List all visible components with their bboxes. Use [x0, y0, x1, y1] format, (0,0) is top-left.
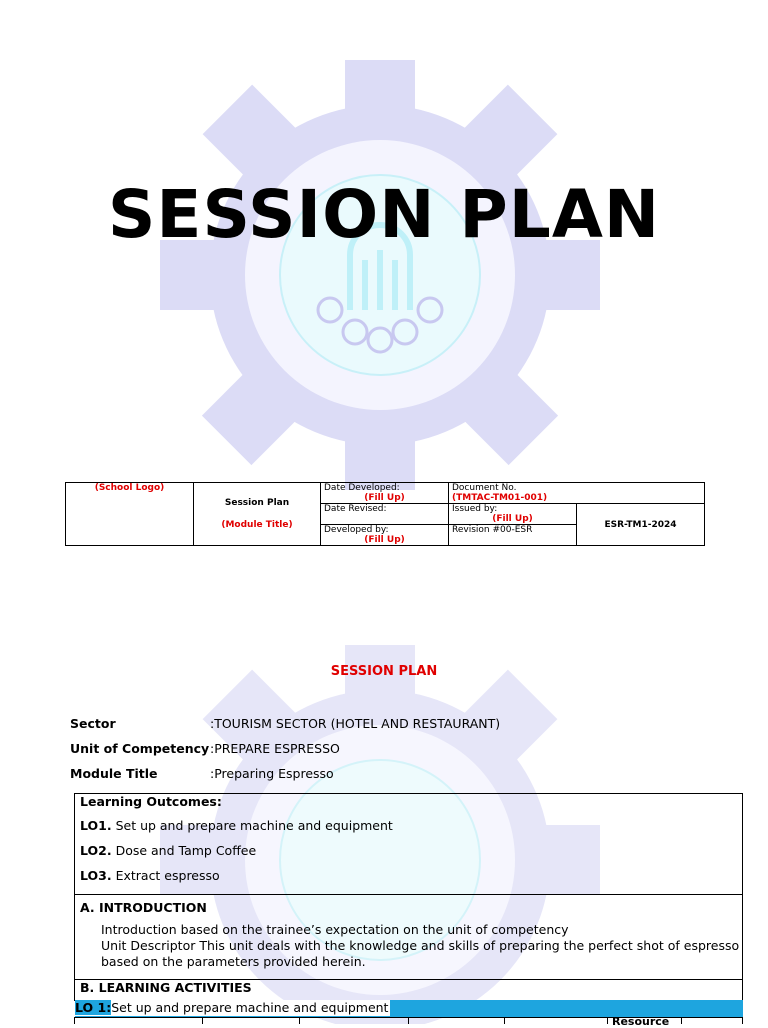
- unit-row: [70, 741, 340, 756]
- module-title-placeholder: (Module Title): [221, 520, 293, 530]
- page-title: SESSION PLAN: [107, 176, 661, 253]
- outcome-lo3: [80, 868, 220, 883]
- school-logo-placeholder: (School Logo): [66, 483, 194, 546]
- document-no-label: Document No.: [452, 483, 517, 493]
- document-no-value: (TMTAC-TM01-001): [452, 493, 548, 503]
- revision-label: Revision #00-ESR: [449, 525, 577, 546]
- issued-by-label: Issued by:: [452, 504, 498, 514]
- document-no-cell: [449, 483, 705, 504]
- date-revised-label: Date Revised:: [321, 504, 449, 525]
- lo1-text: Set up and prepare machine and equipment: [111, 1000, 389, 1015]
- introduction-box: [74, 894, 743, 980]
- sector-value: :TOURISM SECTOR (HOTEL AND RESTAURANT): [210, 716, 501, 731]
- session-plan-cell: [194, 483, 321, 546]
- issued-by-cell: [449, 504, 577, 525]
- session-plan-heading: SESSION PLAN: [330, 664, 438, 679]
- document-header-table: [65, 482, 705, 546]
- outcome-text: Set up and prepare machine and equipment: [111, 818, 393, 833]
- outcome-text: Dose and Tamp Coffee: [111, 843, 257, 858]
- learning-activities-box: [74, 979, 743, 1001]
- lo1-row: [75, 1000, 390, 1016]
- developed-by-value: (Fill Up): [364, 535, 405, 545]
- module-row: [70, 766, 334, 781]
- column-divider: [504, 1018, 505, 1024]
- date-developed-value: (Fill Up): [364, 493, 405, 503]
- issued-by-value: (Fill Up): [492, 514, 533, 524]
- sector-label: Sector: [70, 716, 116, 731]
- learning-outcomes-box: [74, 793, 743, 895]
- module-label: Module Title: [70, 766, 158, 781]
- unit-descriptor: Unit Descriptor This unit deals with the knowledge and skills of preparing the perfect shot of espresso based on the parameters provided herein.: [101, 938, 740, 969]
- document-code: ESR-TM1-2024: [577, 504, 705, 546]
- module-value: :Preparing Espresso: [210, 766, 334, 781]
- learning-outcomes-heading: Learning Outcomes:: [80, 794, 222, 809]
- learning-activities-heading: B. LEARNING ACTIVITIES: [80, 980, 252, 995]
- column-divider: [607, 1018, 608, 1024]
- outcome-code: LO2.: [80, 843, 112, 858]
- column-divider: [299, 1018, 300, 1024]
- resource-column-header: Resource: [612, 1015, 670, 1028]
- unit-label: Unit of Competency: [70, 741, 210, 756]
- date-developed-label: Date Developed:: [324, 483, 400, 493]
- developed-by-cell: [321, 525, 449, 546]
- outcome-code: LO1.: [80, 818, 112, 833]
- column-divider: [681, 1018, 682, 1024]
- outcome-text: Extract espresso: [111, 868, 220, 883]
- outcome-lo1: [80, 818, 393, 833]
- introduction-line-1: Introduction based on the trainee’s expectation on the unit of competency: [101, 922, 569, 937]
- outcome-lo2: [80, 843, 256, 858]
- session-plan-label: Session Plan: [224, 498, 290, 508]
- column-divider: [202, 1018, 203, 1024]
- introduction-heading: A. INTRODUCTION: [80, 900, 207, 915]
- lo1-code: LO 1:: [75, 1000, 112, 1015]
- column-divider: [408, 1018, 409, 1024]
- outcome-code: LO3.: [80, 868, 112, 883]
- developed-by-label: Developed by:: [324, 525, 389, 535]
- date-developed-cell: [321, 483, 449, 504]
- watermark-logo: [160, 60, 600, 490]
- sector-row: [70, 716, 500, 731]
- unit-value: :PREPARE ESPRESSO: [210, 741, 340, 756]
